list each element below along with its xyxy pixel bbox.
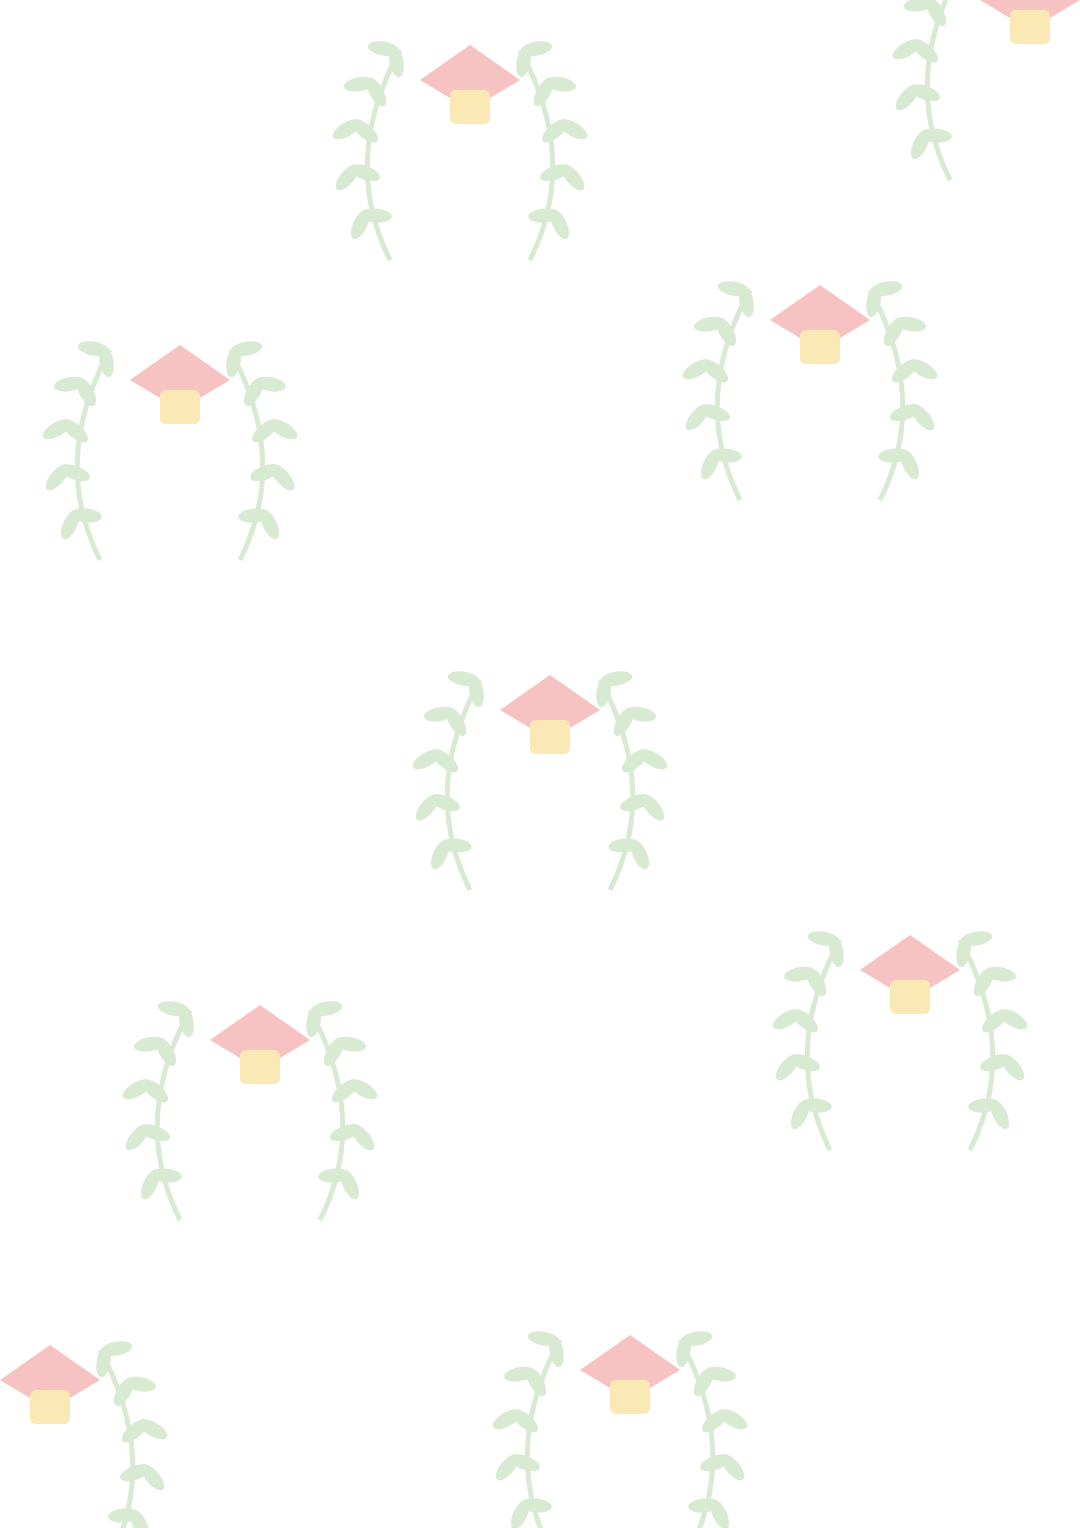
section-heading (164, 152, 918, 180)
exam-page (164, 132, 918, 209)
section-instruction (164, 180, 918, 208)
